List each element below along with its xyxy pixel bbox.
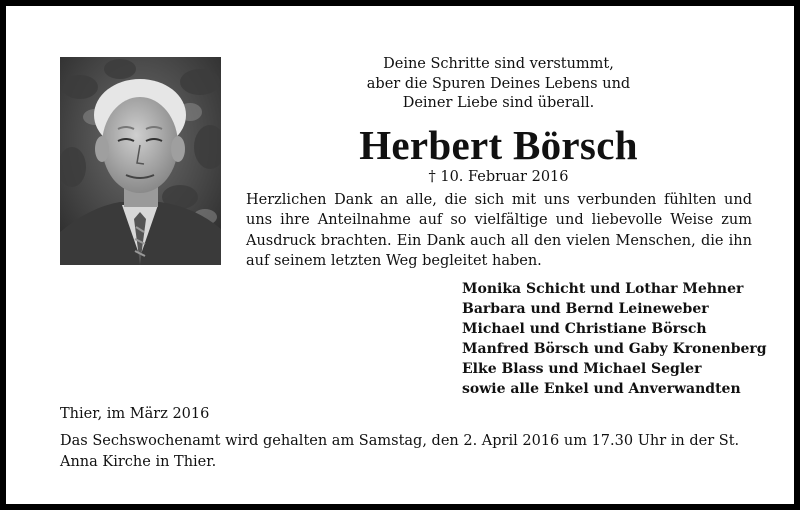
deceased-name: Herbert Börsch (359, 122, 638, 168)
death-date: † 10. Februar 2016 (428, 169, 569, 185)
memorial-quote (246, 55, 751, 114)
mourner-entry: Barbara und Bernd Leineweber (462, 301, 709, 318)
mourner-entry: Elke Blass und Michael Segler (462, 361, 702, 378)
thanks-paragraph (246, 190, 752, 271)
place-and-date: Thier, im März 2016 (60, 406, 210, 422)
mourners-list (462, 279, 767, 400)
thanks-text: Herzlichen Dank an alle, die sich mit uns verbunden fühlten und uns ihre Anteilnahme auf so vielfältige und liebevolle Weise zum Ausdruck brachten. Ein Dank auch all den vielen Menschen, die ihn auf seinem letzten Weg begleitet haben. (246, 192, 752, 269)
memorial-service-info: Das Sechswochenamt wird gehalten am Samstag, den 2. April 2016 um 17.30 Uhr in der St. Anna Kirche in Thier. (60, 433, 740, 470)
mourner-entry: Michael und Christiane Börsch (462, 321, 707, 338)
quote-line: Deiner Liebe sind überall. (402, 95, 595, 111)
portrait-photo (60, 57, 221, 265)
mourner-entry: Monika Schicht und Lothar Mehner (462, 281, 744, 297)
quote-line: aber die Spuren Deines Lebens und (366, 75, 631, 92)
mourner-entry: Manfred Börsch und Gaby Kronenberg (462, 341, 767, 358)
mourner-entry: sowie alle Enkel und Anverwandten (462, 381, 741, 398)
quote-line: Deine Schritte sind verstummt, (383, 56, 614, 72)
